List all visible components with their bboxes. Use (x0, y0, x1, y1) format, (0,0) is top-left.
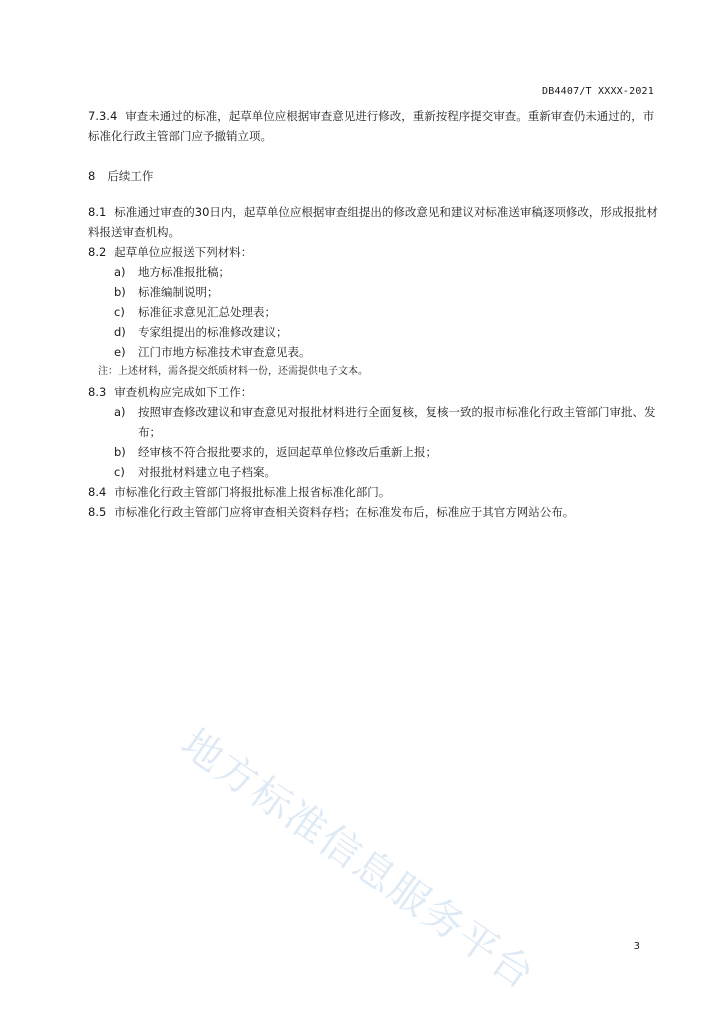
page-number: 3 (633, 941, 640, 952)
section-title: 后续工作 (107, 169, 154, 183)
clause-number: 8.4 (88, 485, 107, 499)
list-item-text: 标准编制说明； (138, 285, 219, 299)
clause-number: 8.5 (88, 505, 107, 519)
list-marker: c) (114, 465, 125, 479)
clause-text: 市标准化行政主管部门将报批标准上报省标准化部门。 (114, 485, 391, 499)
list-item-text: 经审核不符合报批要求的，返回起草单位修改后重新上报； (138, 445, 437, 459)
list-item-text: 江门市地方标准技术审查意见表。 (138, 345, 311, 359)
list-item (88, 342, 660, 362)
list-marker: b) (114, 285, 126, 299)
list-marker: c) (114, 305, 125, 319)
section-heading-8 (88, 166, 660, 186)
clause-text: 起草单位应报送下列材料： (114, 245, 253, 259)
clause-8-4 (88, 482, 660, 502)
list-marker: d) (114, 325, 126, 339)
note (88, 362, 660, 382)
list-item (88, 442, 660, 462)
list-marker: a) (114, 405, 126, 419)
list-item-text: 地方标准报批稿； (138, 265, 230, 279)
document-body (88, 106, 660, 522)
list-marker: e) (114, 345, 126, 359)
list-item-text: 专家组提出的标准修改建议； (138, 325, 288, 339)
clause-8-1 (88, 202, 660, 242)
list-item-text: 按照审查修改建议和审查意见对报批材料进行全面复核，复核一致的报市标准化行政主管部门审批、发布； (138, 405, 656, 439)
clause-8-2 (88, 242, 660, 262)
clause-number: 8.2 (88, 245, 107, 259)
note-text: 注：上述材料，需各提交纸质材料一份，还需提供电子文本。 (98, 366, 368, 377)
clause-number: 8.3 (88, 385, 107, 399)
clause-8-3 (88, 382, 660, 402)
section-number: 8 (88, 169, 96, 183)
clause-text: 审查未通过的标准，起草单位应根据审查意见进行修改，重新按程序提交审查。重新审查仍未通过的，市标准化行政主管部门应予撤销立项。 (88, 109, 655, 143)
materials-list (88, 262, 660, 382)
watermark: 地方标准信息服务平台 (172, 720, 544, 1000)
clause-8-5 (88, 502, 660, 522)
clause-text: 市标准化行政主管部门应将审查相关资料存档；在标准发布后，标准应于其官方网站公布。 (114, 505, 575, 519)
list-item-text: 对报批材料建立电子档案。 (138, 465, 276, 479)
clause-number: 7.3.4 (88, 109, 118, 123)
list-marker: a) (114, 265, 126, 279)
clause-text: 审查机构应完成如下工作： (114, 385, 253, 399)
list-item (88, 462, 660, 482)
list-item-text: 标准征求意见汇总处理表； (138, 305, 276, 319)
clause-number: 8.1 (88, 205, 107, 219)
list-item (88, 282, 660, 302)
clause-7-3-4 (88, 106, 660, 146)
list-item (88, 322, 660, 342)
clause-text: 标准通过审查的30日内，起草单位应根据审查组提出的修改意见和建议对标准送审稿逐项修改，形成报批材料报送审查机构。 (88, 205, 658, 239)
list-marker: b) (114, 445, 126, 459)
list-item (88, 302, 660, 322)
document-code: DB4407/T XXXX-2021 (542, 86, 654, 97)
list-item (88, 262, 660, 282)
list-item (88, 402, 660, 442)
tasks-list (88, 402, 660, 482)
